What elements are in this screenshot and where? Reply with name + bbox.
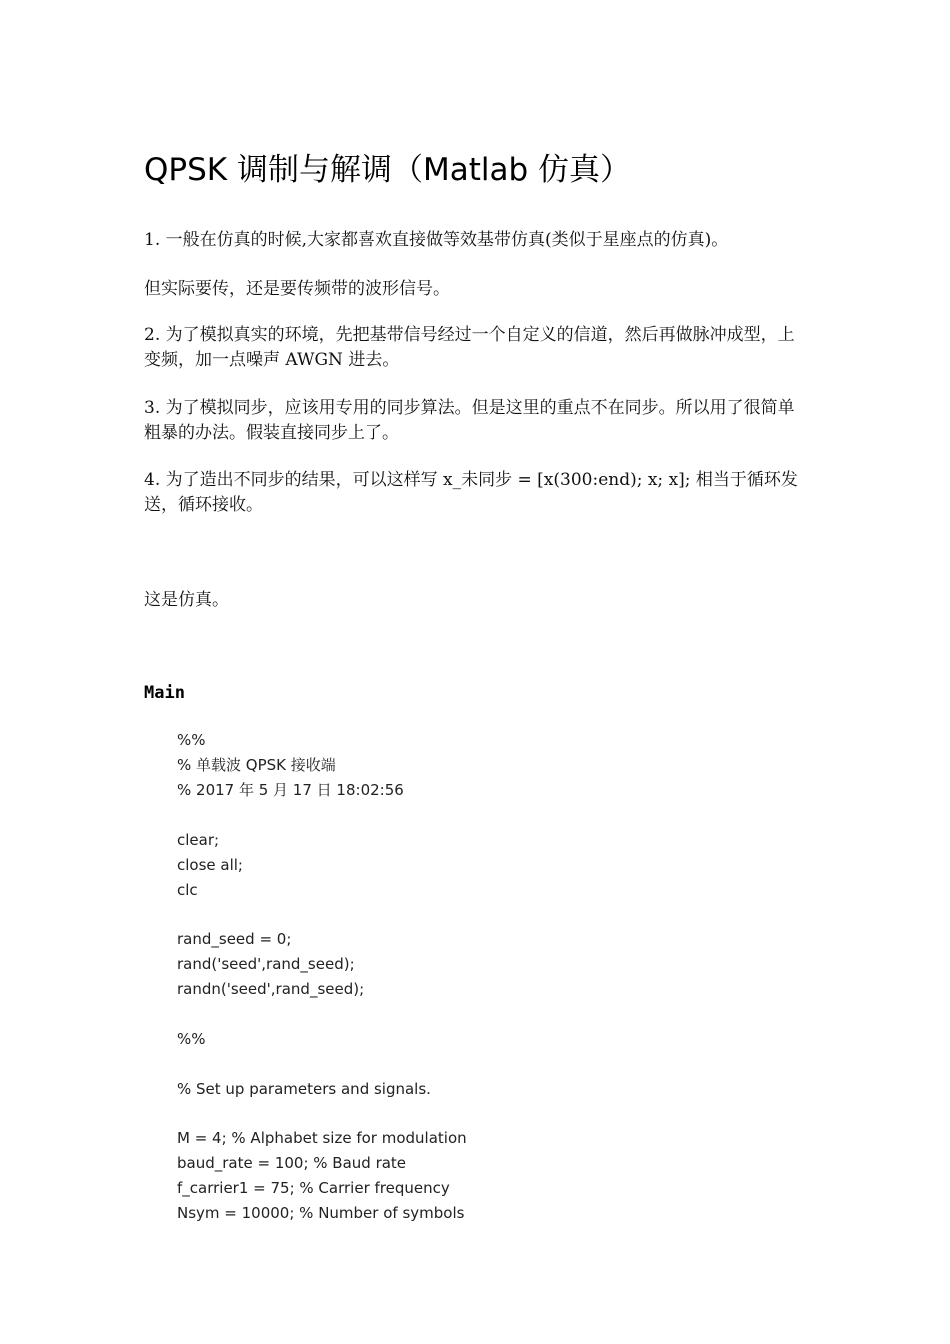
code-line: clear;: [177, 831, 220, 849]
code-line: clc: [177, 881, 198, 899]
code-line: % 单载波 QPSK 接收端: [177, 756, 336, 774]
code-line: rand('seed',rand_seed);: [177, 955, 355, 973]
document-title: QPSK 调制与解调（Matlab 仿真）: [144, 152, 631, 188]
code-heading: Main: [144, 683, 185, 703]
code-line: M = 4; % Alphabet size for modulation: [177, 1129, 467, 1147]
paragraph-2: 但实际要传，还是要传频带的波形信号。: [144, 279, 450, 299]
paragraph-3: 2. 为了模拟真实的环境，先把基带信号经过一个自定义的信道，然后再做脉冲成型，上变频，加一点噪声 AWGN 进去。: [144, 325, 795, 370]
paragraph-1: 1. 一般在仿真的时候,大家都喜欢直接做等效基带仿真(类似于星座点的仿真)。: [144, 230, 729, 250]
code-line: f_carrier1 = 75; % Carrier frequency: [177, 1179, 450, 1197]
paragraph-4: 3. 为了模拟同步，应该用专用的同步算法。但是这里的重点不在同步。所以用了很简单粗暴的办法。假装直接同步上了。: [144, 398, 795, 443]
code-line: baud_rate = 100; % Baud rate: [177, 1154, 407, 1172]
paragraph-6: 这是仿真。: [144, 590, 229, 610]
code-line: randn('seed',rand_seed);: [177, 980, 365, 998]
paragraph-5: 4. 为了造出不同步的结果，可以这样写 x_未同步 = [x(300:end); x; x]; 相当于循环发送，循环接收。: [144, 470, 798, 515]
code-line: % 2017 年 5 月 17 日 18:02:56: [177, 781, 404, 799]
code-line: Nsym = 10000; % Number of symbols: [177, 1204, 465, 1222]
code-line: %%: [177, 731, 206, 749]
code-line: % Set up parameters and signals.: [177, 1080, 431, 1098]
code-line: close all;: [177, 856, 243, 874]
code-line: rand_seed = 0;: [177, 930, 292, 948]
code-line: %%: [177, 1030, 206, 1048]
